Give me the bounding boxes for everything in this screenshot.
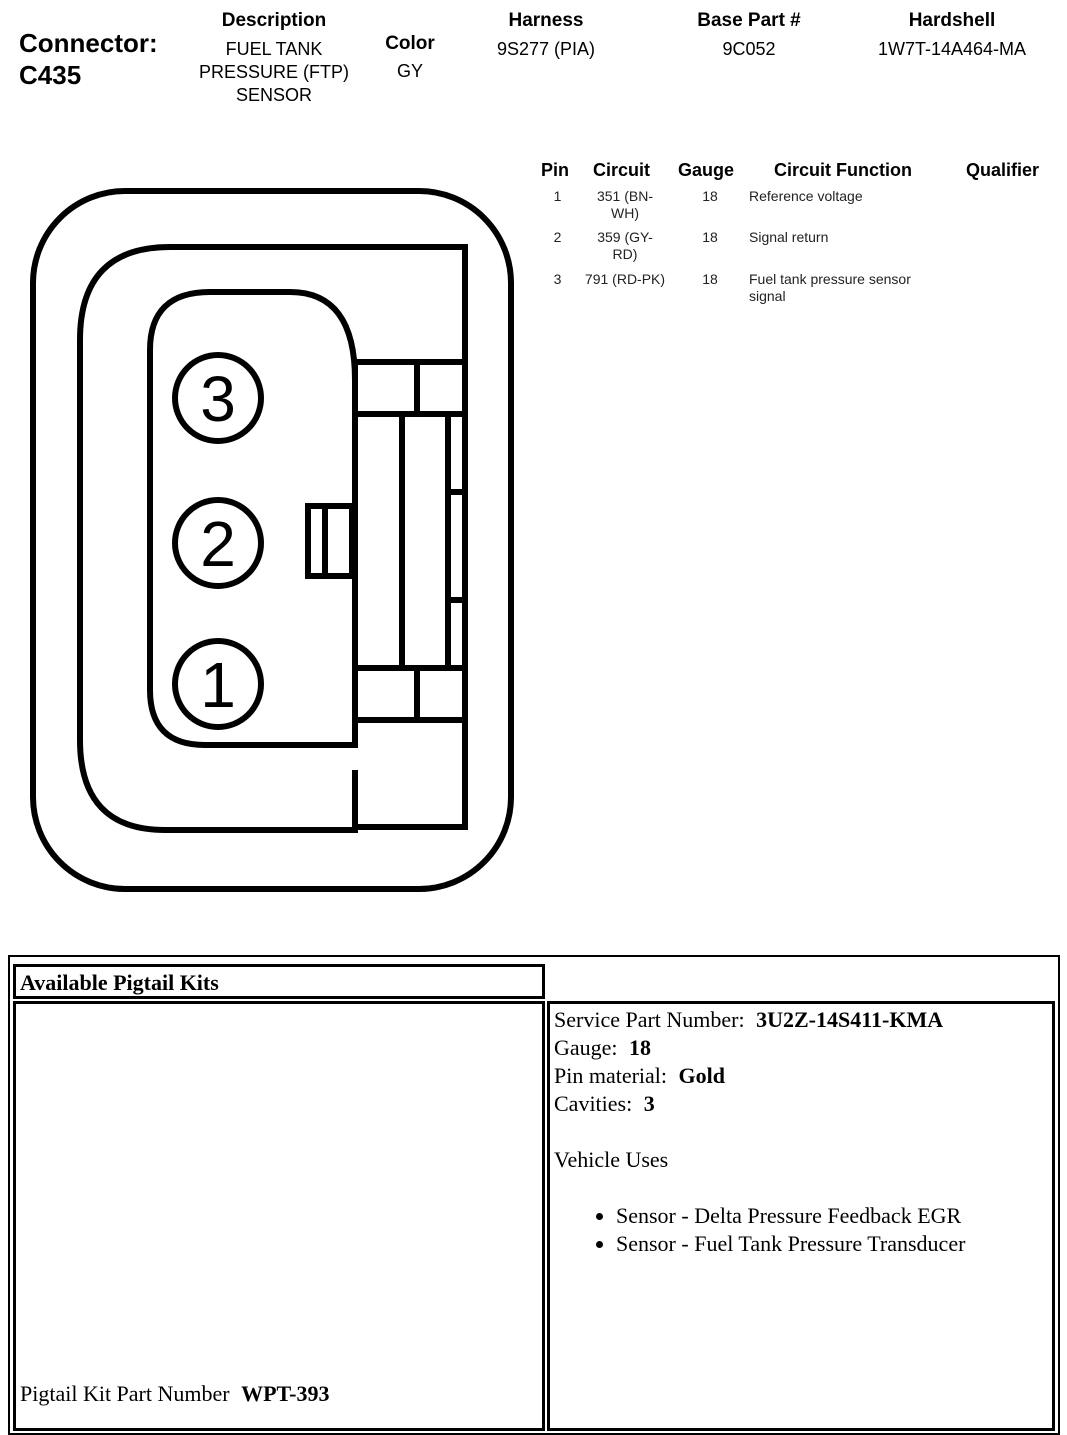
pin-number: 3 bbox=[200, 363, 236, 435]
pin-number: 2 bbox=[200, 508, 236, 580]
color-value: GY bbox=[396, 61, 423, 81]
hardshell-column bbox=[852, 9, 1052, 61]
vehicle-use-item: • Sensor - Delta Pressure Feedback EGR bbox=[616, 1202, 1048, 1230]
table-cell-function bbox=[749, 271, 954, 305]
kit-part-number bbox=[20, 1380, 330, 1408]
pigtail-title-cell bbox=[13, 964, 545, 999]
pin-material: Pin material: Gold bbox=[554, 1063, 725, 1088]
column-header-gauge: Gauge bbox=[678, 160, 735, 180]
connector-diagram bbox=[0, 0, 540, 900]
vehicle-use-item: • Sensor - Fuel Tank Pressure Transducer bbox=[616, 1230, 1048, 1258]
table-cell-pin bbox=[545, 271, 570, 288]
table-cell-pin-line: 3 bbox=[553, 271, 562, 287]
table-cell-circuit bbox=[578, 188, 672, 222]
connector-id: C435 bbox=[19, 60, 82, 90]
table-cell-gauge-line: 18 bbox=[702, 188, 718, 204]
table-cell-function bbox=[749, 229, 954, 246]
connector-outline bbox=[33, 191, 511, 889]
table-cell-gauge-line: 18 bbox=[702, 271, 718, 287]
table-cell-pin-line: 2 bbox=[553, 229, 562, 245]
color-header: Color bbox=[385, 33, 435, 54]
table-cell-circuit-line: WH) bbox=[611, 205, 639, 221]
pin-number: 1 bbox=[200, 649, 236, 721]
table-cell-pin bbox=[545, 229, 570, 246]
table-cell-gauge bbox=[692, 271, 728, 288]
table-cell-gauge bbox=[692, 229, 728, 246]
connector-label: Connector: bbox=[19, 28, 158, 58]
cavities: Cavities: 3 bbox=[554, 1091, 655, 1116]
description-line: SENSOR bbox=[235, 85, 313, 105]
base-part-header: Base Part # bbox=[697, 10, 801, 31]
table-cell-circuit-line: 359 (GY- bbox=[597, 229, 653, 245]
column-header-function: Circuit Function bbox=[774, 160, 912, 180]
table-cell-function-line: signal bbox=[749, 288, 786, 304]
table-cell-circuit bbox=[578, 229, 672, 263]
pigtail-title: Available Pigtail Kits bbox=[20, 970, 219, 995]
pin-2 bbox=[175, 500, 261, 586]
gauge: Gauge: 18 bbox=[554, 1035, 652, 1060]
column-header-pin: Pin bbox=[541, 160, 570, 180]
table-cell-function-line: Fuel tank pressure sensor bbox=[749, 271, 911, 287]
table-cell-circuit-line: RD) bbox=[612, 246, 638, 262]
table-cell-circuit-line: 351 (BN- bbox=[596, 188, 654, 204]
table-cell-circuit bbox=[578, 271, 672, 288]
table-cell-gauge-line: 18 bbox=[702, 229, 718, 245]
vehicle-uses-list bbox=[554, 1202, 1048, 1258]
pigtail-left-cell bbox=[13, 1001, 545, 1431]
table-cell-pin-line: 1 bbox=[553, 188, 562, 204]
pigtail-right-cell bbox=[547, 1001, 1055, 1431]
pin-3 bbox=[175, 355, 261, 441]
table-cell-function bbox=[749, 188, 954, 205]
hardshell-header: Hardshell bbox=[908, 10, 996, 31]
column-header-circuit: Circuit bbox=[593, 160, 651, 180]
table-cell-function-line: Reference voltage bbox=[749, 188, 863, 204]
description-header: Description bbox=[221, 10, 327, 31]
service-part-number: Service Part Number: 3U2Z-14S411-KMA bbox=[554, 1007, 944, 1032]
kit-part-label: Pigtail Kit Part Number bbox=[20, 1381, 236, 1406]
harness-header: Harness bbox=[508, 10, 584, 31]
base-part-value: 9C052 bbox=[722, 39, 776, 59]
table-cell-pin bbox=[545, 188, 570, 205]
table-cell-gauge bbox=[692, 188, 728, 205]
column-header-qualifier: Qualifier bbox=[966, 160, 1040, 180]
kit-part-value: WPT-393 bbox=[241, 1381, 330, 1406]
description-line: FUEL TANK bbox=[225, 39, 323, 59]
table-cell-function-line: Signal return bbox=[749, 229, 829, 245]
hardshell-value: 1W7T-14A464-MA bbox=[877, 39, 1027, 59]
latch bbox=[308, 506, 352, 576]
vehicle-uses-label: Vehicle Uses bbox=[554, 1147, 669, 1172]
base-part-column bbox=[672, 9, 826, 61]
pin-1 bbox=[175, 641, 261, 727]
description-line: PRESSURE (FTP) bbox=[198, 62, 349, 82]
table-cell-circuit-line: 791 (RD-PK) bbox=[584, 271, 666, 287]
harness-value: 9S277 (PIA) bbox=[496, 39, 596, 59]
